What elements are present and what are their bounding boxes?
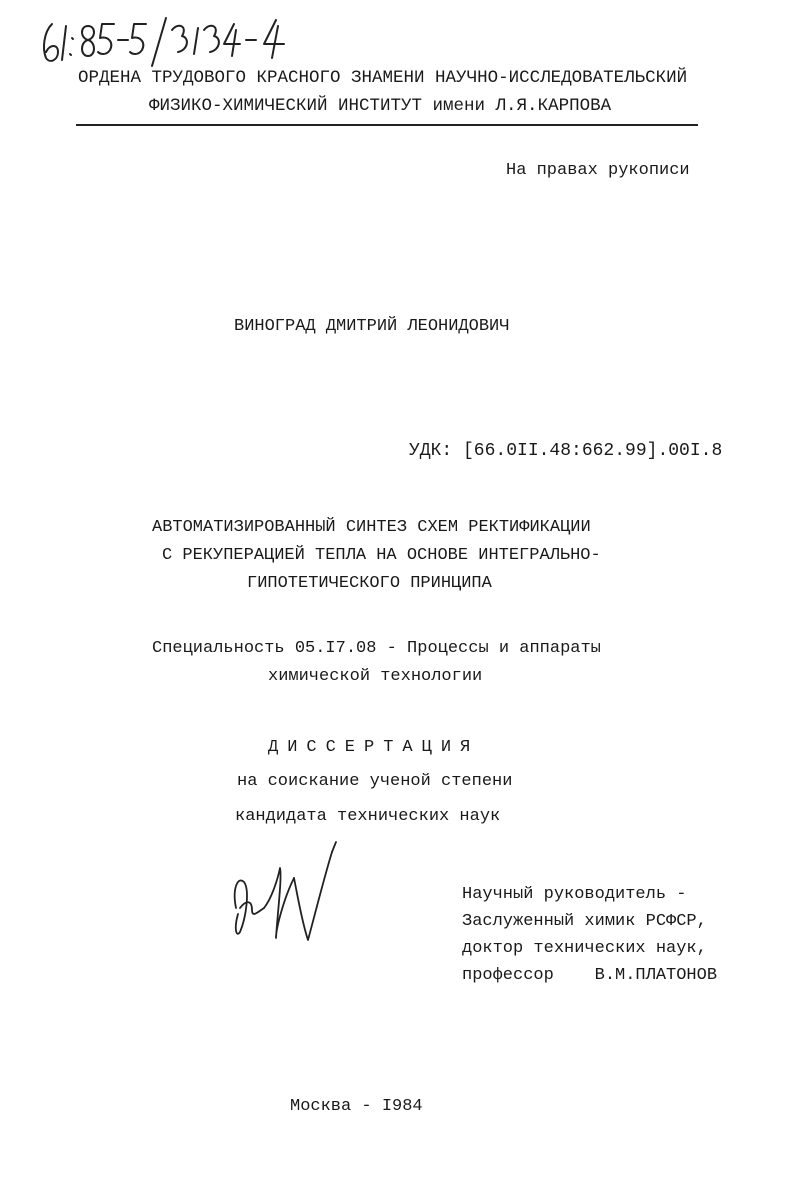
udk-code: УДК: [66.0II.48:662.99].00I.8 <box>409 441 723 461</box>
dissertation-heading: ДИССЕРТАЦИЯ <box>268 738 480 757</box>
title-line-2: С РЕКУПЕРАЦИЕЙ ТЕПЛА НА ОСНОВЕ ИНТЕГРАЛЬНО- <box>162 546 601 565</box>
supervisor-line-3: доктор технических наук, <box>462 939 707 958</box>
supervisor-line-2: Заслуженный химик РСФСР, <box>462 912 707 931</box>
specialty-line-2: химической технологии <box>268 667 483 686</box>
degree-line-2: кандидата технических наук <box>235 807 501 826</box>
institute-line-1: ОРДЕНА ТРУДОВОГО КРАСНОГО ЗНАМЕНИ НАУЧНО-ИССЛЕДОВАТЕЛЬСКИЙ <box>78 68 688 88</box>
institute-line-2: ФИЗИКО-ХИМИЧЕСКИЙ ИНСТИТУТ имени Л.Я.КАРПОВА <box>149 96 612 116</box>
degree-line-1: на соискание ученой степени <box>237 772 513 791</box>
header-divider <box>76 124 698 126</box>
city-year: Москва - I984 <box>290 1097 423 1116</box>
title-line-1: АВТОМАТИЗИРОВАННЫЙ СИНТЕЗ СХЕМ РЕКТИФИКАЦИИ <box>152 518 591 537</box>
rights-note: На правах рукописи <box>506 161 690 180</box>
specialty-line-1: Специальность 05.I7.08 - Процессы и аппараты <box>152 639 601 658</box>
supervisor-line-1: Научный руководитель - <box>462 885 687 904</box>
author-name: ВИНОГРАД ДМИТРИЙ ЛЕОНИДОВИЧ <box>234 317 510 336</box>
handwritten-archive-mark <box>38 14 298 70</box>
archive-mark-text <box>40 24 41 25</box>
signature <box>228 838 358 958</box>
title-line-3: ГИПОТЕТИЧЕСКОГО ПРИНЦИПА <box>247 574 492 593</box>
supervisor-line-4: профессор В.М.ПЛАТОНОВ <box>462 966 718 985</box>
